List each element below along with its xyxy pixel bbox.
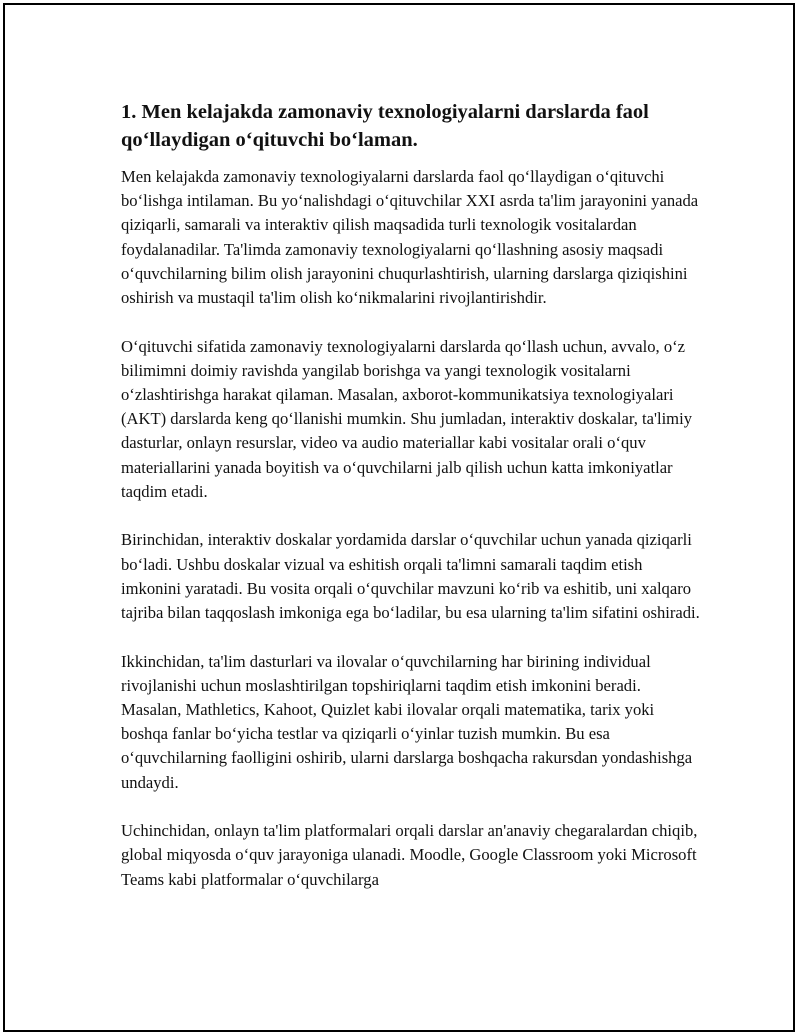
document-body: [121, 98, 701, 892]
section-heading: 1. Men kelajakda zamonaviy texnologiyalarni darslarda faol qo‘llaydigan o‘qituvchi bo‘laman.: [121, 101, 649, 151]
document-page: [3, 3, 795, 1032]
paragraph-second-point: Ikkinchidan, ta'lim dasturlari va ilovalar o‘quvchilarning har birining individual rivojlanishi uchun moslashtirilgan topshiriqlarni taqdim etish imkonini beradi. Masalan, Mathletics, Kahoot, Quizlet kabi ilovalar orqali matematika, tarix yoki boshqa fanlar bo‘yicha testlar va qiziqarli o‘yinlar tuzish mumkin. Bu esa o‘quvchilarning faolligini oshirib, ularni darslarga boshqacha rakursdan yondashishga undaydi.: [121, 651, 693, 792]
paragraph-teacher-role: O‘qituvchi sifatida zamonaviy texnologiyalarni darslarda qo‘llash uchun, avvalo, o‘z bilimimni doimiy ravishda yangilab borishga va yangi texnologik vositalarni o‘zlashtirishga harakat qilaman. Masalan, axborot-kommunikatsiya texnologiyalari (AKT) darslarda keng qo‘llanishi mumkin. Shu jumladan, interaktiv doskalar, ta'limiy dasturlar, onlayn resurslar, video va audio materiallar kabi vositalar orali o‘quv materiallarini yanada boyitish va o‘quvchilarni jalb qilish uchun katta imkoniyatlar taqdim etadi.: [121, 336, 693, 501]
paragraph-intro: Men kelajakda zamonaviy texnologiyalarni darslarda faol qo‘llaydigan o‘qituvchi bo‘lishga intilaman. Bu yo‘nalishdagi o‘qituvchilar XXI asrda ta'lim jarayonini yanada qiziqarli, samarali va interaktiv qilish maqsadida turli texnologik vositalardan foydalanadilar. Ta'limda zamonaviy texnologiyalarni qo‘llashning asosiy maqsadi o‘quvchilarning bilim olish jarayonini chuqurlashtirish, ularning darslarga qiziqishini oshirish va mustaqil ta'lim olish ko‘nikmalarini rivojlantirishdir.: [121, 167, 699, 308]
paragraph-first-point: Birinchidan, interaktiv doskalar yordamida darslar o‘quvchilar uchun yanada qiziqarli bo‘ladi. Ushbu doskalar vizual va eshitish orqali ta'limni samarali taqdim etish imkonini yaratadi. Bu vosita orqali o‘quvchilar mavzuni ko‘rib va eshitib, uni xalqaro tajriba bilan taqqoslash imkoniga ega bo‘ladilar, bu esa ularning ta'lim sifatini oshiradi.: [121, 530, 700, 623]
paragraph-third-point: Uchinchidan, onlayn ta'lim platformalari orqali darslar an'anaviy chegaralardan chiqib, global miqyosda o‘quv jarayoniga ulanadi. Moodle, Google Classroom yoki Microsoft Teams kabi platformalar o‘quvchilarga: [121, 821, 698, 889]
